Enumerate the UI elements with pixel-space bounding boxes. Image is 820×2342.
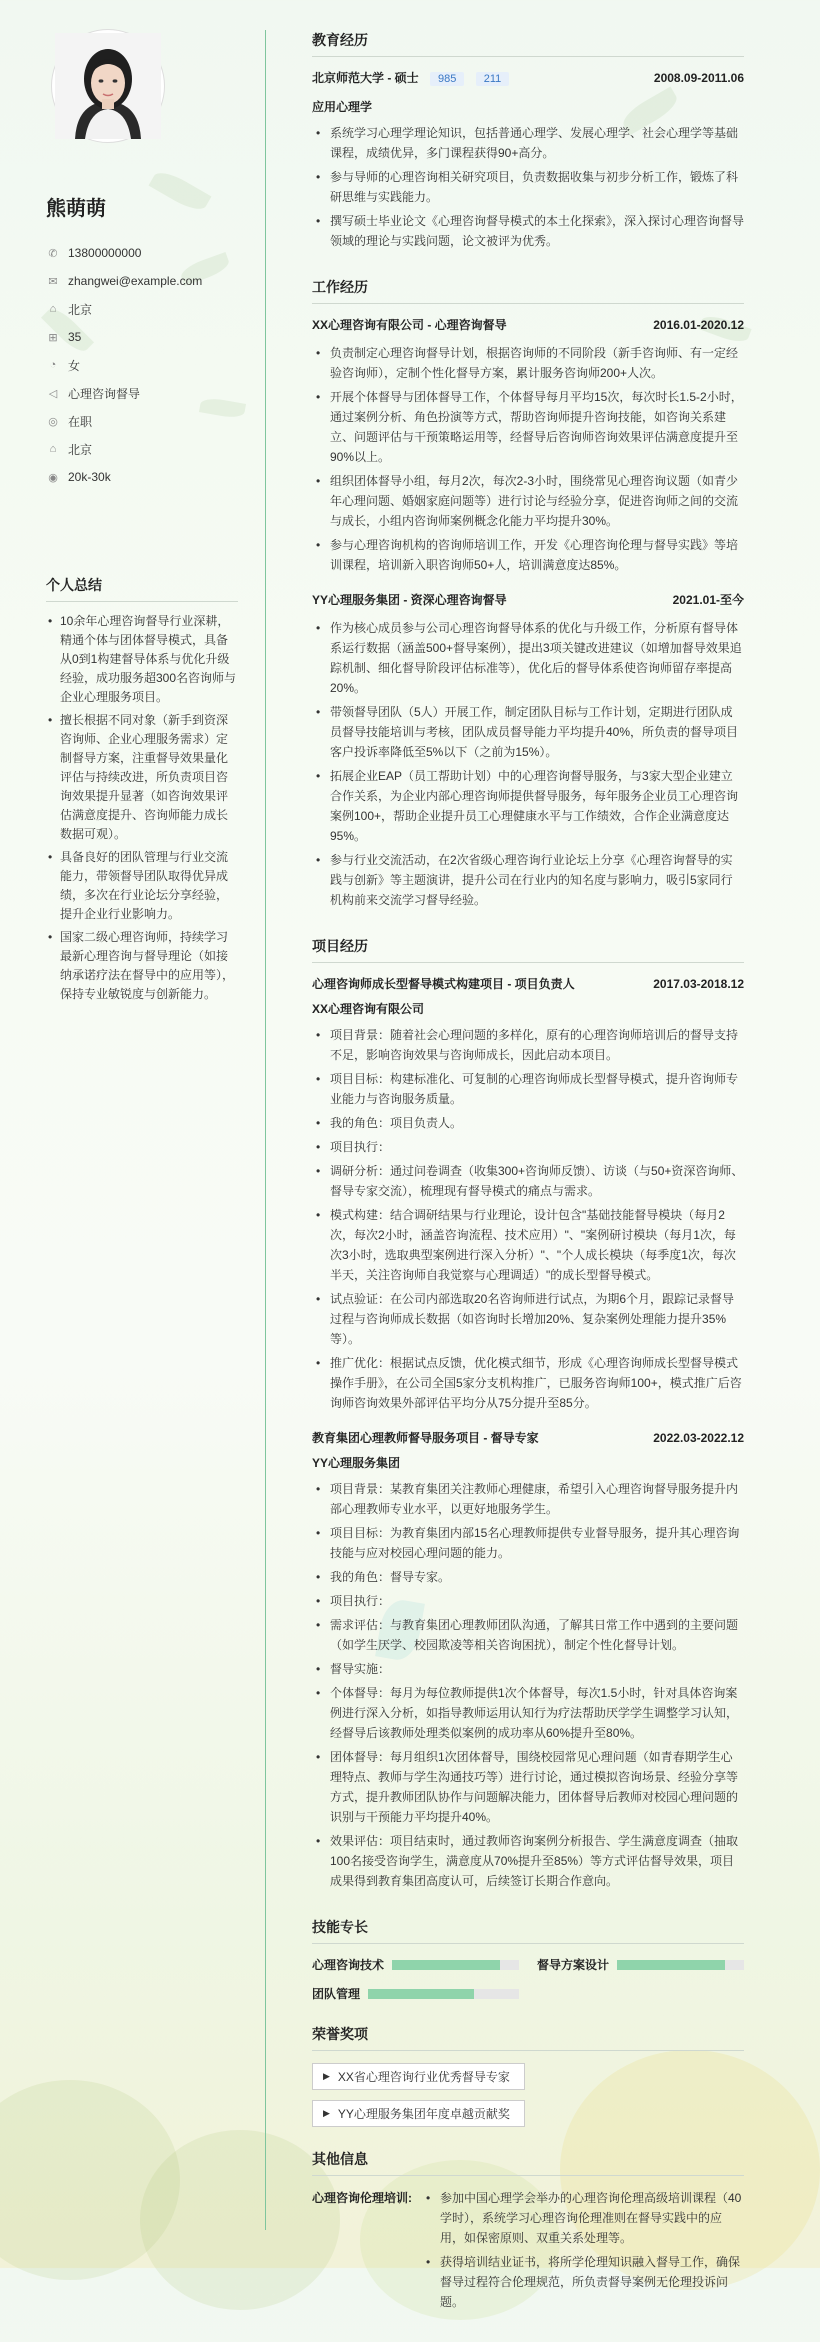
contact-item (46, 435, 238, 463)
project-bullets (312, 1025, 744, 1413)
tag-985: 985 (430, 72, 464, 86)
skill-bar (368, 1989, 519, 1999)
contact-item (46, 407, 238, 435)
salary-icon: ◉ (48, 471, 58, 484)
skill-bar-fill (392, 1960, 500, 1970)
contact-item (46, 323, 238, 351)
main-content (312, 30, 744, 2342)
project-item: • 项目执行： (312, 1591, 744, 1611)
skill-name: 督导方案设计 (537, 1958, 610, 1972)
project-entry (312, 975, 744, 1413)
contact-item (46, 463, 238, 491)
other-title: 其他信息 (312, 2149, 744, 2176)
work-section (312, 277, 744, 910)
project-date: 2022.03-2022.12 (653, 1430, 744, 1445)
education-title: 教育经历 (312, 30, 744, 57)
contact-text: 35 (68, 330, 82, 344)
project-name: 心理咨询师成长型督导模式构建项目 - 项目负责人 (312, 977, 575, 991)
other-section (312, 2149, 744, 2316)
skills-list (312, 1956, 744, 2002)
project-bullets (312, 1479, 744, 1891)
skill-name: 团队管理 (312, 1987, 361, 2001)
summary-list (46, 612, 238, 1004)
column-divider (265, 30, 266, 2230)
project-org: XX心理咨询有限公司 (312, 1002, 425, 1016)
work-item: • 开展个体督导与团体督导工作，个体督导每月平均15次，每次时长1.5-2小时，通过案例分析、角色扮演等方式，帮助咨询师提升咨询技能，如咨询关系建立、问题评估与干预策略运用等，经督导后咨询师咨询效果评估满意度提升至90%以上。 (312, 387, 744, 467)
skill-bar-fill (368, 1989, 474, 1999)
project-header (312, 1429, 744, 1446)
education-date: 2008.09-2011.06 (653, 70, 744, 85)
project-item: • 督导实施： (312, 1659, 744, 1679)
project-item: • 项目目标：为教育集团内部15名心理教师提供专业督导服务，提升其心理咨询技能与应对校园心理问题的能力。 (312, 1523, 744, 1563)
skills-title: 技能专长 (312, 1917, 744, 1944)
other-item: • 获得培训结业证书，将所学伦理知识融入督导工作，确保督导过程符合伦理规范，所负责督导案例无伦理投诉问题。 (422, 2252, 744, 2312)
contact-text: 女 (68, 358, 81, 373)
project-item: • 团体督导：每月组织1次团体督导，围绕校园常见心理问题（如青春期学生心理特点、教师与学生沟通技巧等）进行讨论，通过模拟咨询场景、经验分享等方式，提升教师团队协作与问题解决能力，团体督导后教师对校园心理问题的识别与干预能力平均提升40%。 (312, 1747, 744, 1827)
contact-item (46, 351, 238, 379)
work-company: XX心理咨询有限公司 - 心理咨询督导 (312, 318, 507, 332)
other-list (422, 2188, 744, 2316)
project-item: • 个体督导：每月为每位教师提供1次个体督导，每次1.5小时，针对具体咨询案例进行深入分析，如指导教师运用认知行为疗法帮助厌学学生调整学习认知，经督导后该教师处理类似案例的成功率从60%提升至80%。 (312, 1683, 744, 1743)
education-item: • 撰写硕士毕业论文《心理咨询督导模式的本土化探索》，深入探讨心理咨询督导领域的理论与实践问题，论文被评为优秀。 (312, 211, 744, 251)
triangle-right-icon: ▶ (323, 2071, 330, 2081)
project-org: YY心理服务集团 (312, 1456, 401, 1470)
contact-item (46, 295, 238, 323)
work-date: 2021.01-至今 (672, 593, 744, 607)
work-item: • 负责制定心理咨询督导计划，根据咨询师的不同阶段（新手咨询师、有一定经验咨询师），定制个性化督导方案，累计服务咨询师200+人次。 (312, 343, 744, 383)
project-entry (312, 1429, 744, 1891)
summary-item: • 具备良好的团队管理与行业交流能力，带领督导团队取得优异成绩，多次在行业论坛分享经验，提升企业行业影响力。 (46, 848, 238, 924)
work-header (312, 591, 744, 608)
skill-item (537, 1956, 744, 1973)
project-item: • 项目背景：某教育集团关注教师心理健康，希望引入心理咨询督导服务提升内部心理教师专业水平，以更好地服务学生。 (312, 1479, 744, 1519)
honors-title: 荣誉奖项 (312, 2024, 744, 2051)
award-badge (312, 2063, 525, 2090)
skill-name: 心理咨询技术 (312, 1958, 385, 1972)
projects-section (312, 936, 744, 1891)
summary-item: • 擅长根据不同对象（新手到资深咨询师、企业心理服务需求）定制督导方案，注重督导效果量化评估与持续改进，所负责项目咨询效果提升显著（如咨询效果评估满意度提升、咨询师能力成长数据可观）。 (46, 711, 238, 844)
project-item: • 我的角色：督导专家。 (312, 1567, 744, 1587)
home-icon: ⌂ (49, 303, 57, 315)
work-item: • 带领督导团队（5人）开展工作，制定团队目标与工作计划，定期进行团队成员督导技能培训与考核，团队成员督导能力平均提升40%，所负责的督导项目客户投诉率降低至5%以下（之前为15%）。 (312, 702, 744, 762)
skill-bar (392, 1960, 519, 1970)
project-name: 教育集团心理教师督导服务项目 - 督导专家 (312, 1431, 539, 1445)
award-badge (312, 2100, 525, 2127)
age-icon: ⊞ (48, 331, 58, 344)
project-item: • 推广优化：根据试点反馈，优化模式细节，形成《心理咨询师成长型督导模式操作手册》，在公司全国5家分支机构推广，已服务咨询师100+，模式推广后咨询师咨询效果外部评估平均分从75分提升至85分。 (312, 1353, 744, 1413)
work-item: • 拓展企业EAP（员工帮助计划）中的心理咨询督导服务，与3家大型企业建立合作关系，为企业内部心理咨询师提供督导服务，每年服务企业员工心理咨询案例100+，帮助企业提升员工心理健康水平与工作绩效，合作企业满意度达95%。 (312, 766, 744, 846)
project-item: • 试点验证：在公司内部选取20名咨询师进行试点，为期6个月，跟踪记录督导过程与咨询师成长数据（如咨询时长增加20%、复杂案例处理能力提升35%等）。 (312, 1289, 744, 1349)
gender-icon: ◔ (49, 359, 57, 371)
education-section (312, 30, 744, 251)
education-header (312, 69, 744, 86)
skill-item (312, 1956, 519, 1973)
work-title: 工作经历 (312, 277, 744, 304)
award-text: XX省心理咨询行业优秀督导专家 (337, 2070, 510, 2084)
contact-text: 20k-30k (68, 470, 111, 484)
award-text: YY心理服务集团年度卓越贡献奖 (337, 2107, 510, 2121)
summary-title: 个人总结 (46, 575, 238, 602)
work-list (312, 316, 744, 910)
work-company: YY心理服务集团 - 资深心理咨询督导 (312, 593, 507, 607)
project-list (312, 975, 744, 1891)
contact-text: zhangwei@example.com (68, 274, 203, 288)
skill-item (312, 1985, 519, 2002)
project-item: • 需求评估：与教育集团心理教师团队沟通，了解其日常工作中遇到的主要问题（如学生厌学、校园欺凌等相关咨询困扰），制定个性化督导计划。 (312, 1615, 744, 1655)
projects-title: 项目经历 (312, 936, 744, 963)
summary-item: • 10余年心理咨询督导行业深耕，精通个体与团体督导模式，具备从0到1构建督导体系与优化升级经验，成功服务超300名咨询师与企业心理服务项目。 (46, 612, 238, 707)
project-item: • 模式构建：结合调研结果与行业理论，设计包含"基础技能督导模块（每月2次，每次2小时，涵盖咨询流程、技术应用）"、"案例研讨模块（每月1次，每次3小时，选取典型案例进行深入分析）"、"个人成长模块（每季度1次，每次半天，关注咨询师自我觉察与心理调适）"的成长型督导模式。 (312, 1205, 744, 1285)
candidate-name: 熊萌萌 (46, 198, 106, 220)
other-item: • 参加中国心理学会举办的心理咨询伦理高级培训课程（40学时），系统学习心理咨询伦理准则在督导实践中的应用，如保密原则、双重关系处理等。 (422, 2188, 744, 2248)
contact-item (46, 379, 238, 407)
work-header (312, 316, 744, 333)
summary-item: • 国家二级心理咨询师，持续学习最新心理咨询与督导理论（如接纳承诺疗法在督导中的应用等），保持专业敏锐度与创新能力。 (46, 928, 238, 1004)
skills-section (312, 1917, 744, 2002)
avatar (52, 30, 164, 142)
education-list (312, 123, 744, 251)
project-item: • 项目执行： (312, 1137, 744, 1157)
triangle-right-icon: ▶ (323, 2108, 330, 2118)
sidebar (0, 0, 262, 2268)
tag-211: 211 (476, 72, 510, 86)
project-item: • 效果评估：项目结束时，通过教师咨询案例分析报告、学生满意度调查（抽取100名接受咨询学生，满意度从70%提升至85%）等方式评估督导效果，项目成果得到教育集团高度认可，后续签订长期合作意向。 (312, 1831, 744, 1891)
contact-text: 心理咨询督导 (68, 386, 141, 401)
project-item: • 我的角色：项目负责人。 (312, 1113, 744, 1133)
location-icon: ⌂ (49, 443, 57, 455)
project-item: • 项目背景：随着社会心理问题的多样化，原有的心理咨询师培训后的督导支持不足，影响咨询效果与咨询师成长，因此启动本项目。 (312, 1025, 744, 1065)
contact-item (46, 267, 238, 295)
work-item: • 作为核心成员参与公司心理咨询督导体系的优化与升级工作，分析原有督导体系运行数据（涵盖500+督导案例），提出3项关键改进建议（如增加督导效果追踪机制、细化督导阶段评估标准等），优化后的督导体系使咨询师留存率提高20%。 (312, 618, 744, 698)
project-header (312, 975, 744, 992)
contact-text: 在职 (68, 414, 93, 429)
work-bullets (312, 618, 744, 910)
honors-list (312, 2063, 744, 2127)
status-icon: ◎ (48, 415, 58, 428)
work-entry (312, 591, 744, 910)
contact-text: 13800000000 (68, 246, 142, 260)
education-item: • 参与导师的心理咨询相关研究项目，负责数据收集与初步分析工作，锻炼了科研思维与实践能力。 (312, 167, 744, 207)
project-date: 2017.03-2018.12 (653, 976, 744, 991)
project-item: • 调研分析：通过问卷调查（收集300+咨询师反馈）、访谈（与50+资深咨询师、督导专家交流），梳理现有督导模式的痛点与需求。 (312, 1161, 744, 1201)
work-date: 2016.01-2020.12 (653, 317, 744, 332)
project-item: • 项目目标：构建标准化、可复制的心理咨询师成长型督导模式，提升咨询师专业能力与咨询服务质量。 (312, 1069, 744, 1109)
work-item: • 组织团体督导小组，每月2次，每次2-3小时，围绕常见心理咨询议题（如青少年心理问题、婚姻家庭问题等）进行讨论与经验分享，促进咨询师之间的交流与成长，小组内咨询师案例概念化能力平均提升30%。 (312, 471, 744, 531)
work-bullets (312, 343, 744, 575)
contact-text: 北京 (68, 442, 93, 457)
education-item: • 系统学习心理学理论知识，包括普通心理学、发展心理学、社会心理学等基础课程，成绩优异，多门课程获得90+高分。 (312, 123, 744, 163)
work-item: • 参与心理咨询机构的咨询师培训工作，开发《心理咨询伦理与督导实践》等培训课程，培训新入职咨询师50+人，培训满意度达85%。 (312, 535, 744, 575)
email-icon: ✉ (48, 275, 58, 288)
other-label: 心理咨询伦理培训: (312, 2191, 412, 2205)
contact-item (46, 239, 238, 267)
skill-bar (617, 1960, 744, 1970)
major: 应用心理学 (312, 100, 373, 114)
contact-info-list (46, 239, 238, 491)
job-icon: ◁ (48, 387, 58, 400)
contact-text: 北京 (68, 302, 93, 317)
honors-section (312, 2024, 744, 2127)
skill-bar-fill (617, 1960, 725, 1970)
phone-icon: ✆ (48, 247, 58, 260)
school-name: 北京师范大学 - 硕士 (312, 71, 419, 85)
work-item: • 参与行业交流活动，在2次省级心理咨询行业论坛上分享《心理咨询督导的实践与创新》等主题演讲，提升公司在行业内的知名度与影响力，吸引5家同行机构前来交流学习督导经验。 (312, 850, 744, 910)
work-entry (312, 316, 744, 575)
